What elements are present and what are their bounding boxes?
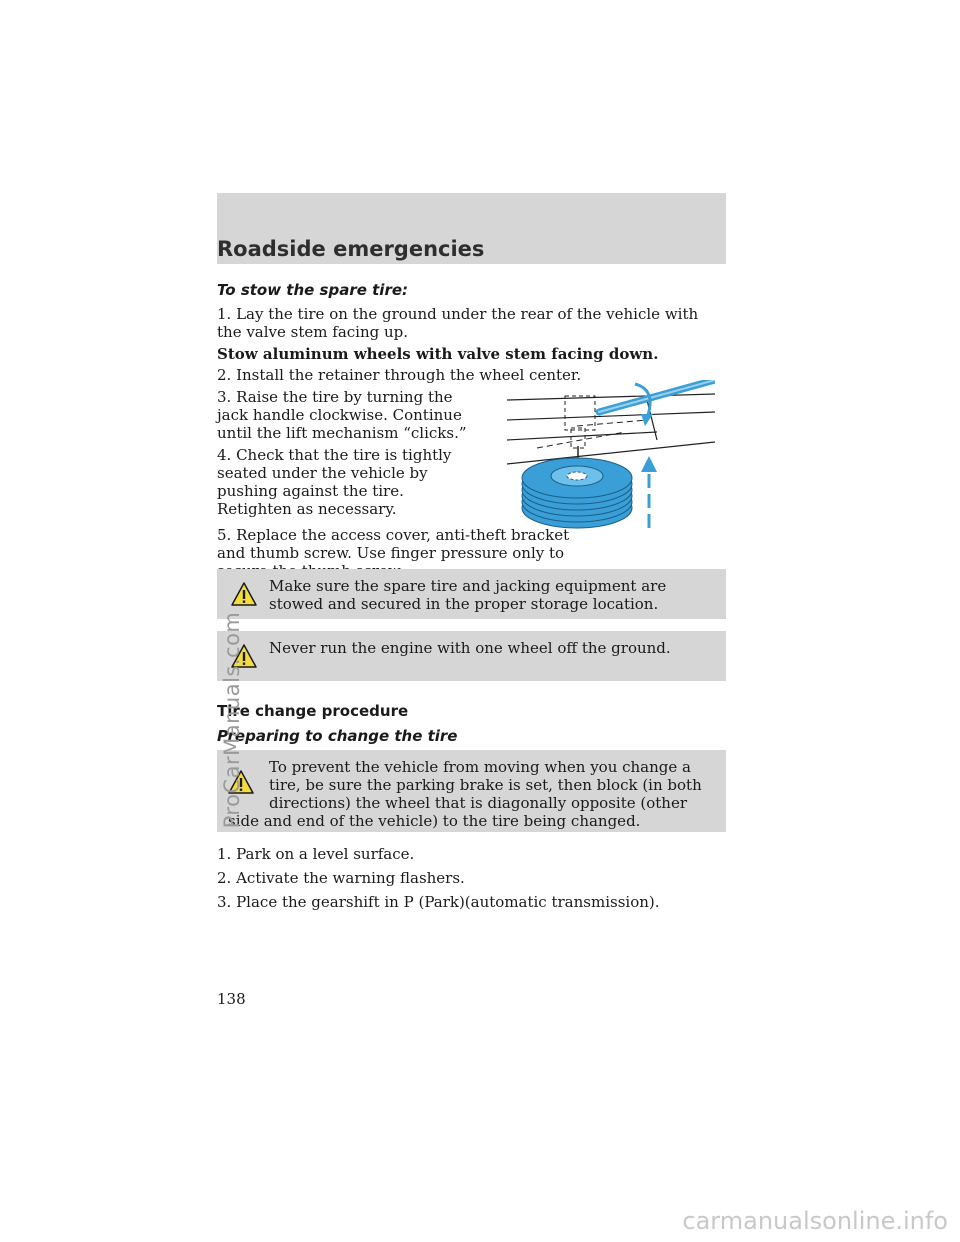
stow-step-2: 2. Install the retainer through the wheel center. bbox=[217, 366, 582, 384]
stow-step-1: 1. Lay the tire on the ground under the rear of the vehicle with the valve stem facing up. bbox=[217, 305, 699, 341]
section-title: Roadside emergencies bbox=[217, 237, 485, 261]
aluminum-wheel-note: Stow aluminum wheels with valve stem facing down. bbox=[217, 345, 659, 363]
watermark-text: ProCarManuals.com bbox=[220, 611, 244, 829]
procedure-subheading: Preparing to change the tire bbox=[217, 727, 458, 745]
warning-triangle-icon bbox=[231, 582, 257, 606]
warning-box-storage bbox=[217, 569, 726, 619]
page-number: 138 bbox=[217, 990, 246, 1008]
procedure-step-1: 1. Park on a level surface. bbox=[217, 845, 415, 863]
procedure-step-2: 2. Activate the warning flashers. bbox=[217, 869, 465, 887]
warning-text-parking-brake: To prevent the vehicle from moving when you change a tire, be sure the parking brake is set, then block (in both directions) the wheel that is diagonally opposite (other side and end of the vehicle) to the tire being changed. bbox=[228, 758, 702, 830]
procedure-heading: Tire change procedure bbox=[217, 702, 409, 720]
site-watermark: carmanualsonline.info bbox=[682, 1207, 948, 1235]
warning-box-parking-brake bbox=[217, 750, 726, 832]
stow-step-3: 3. Raise the tire by turning the jack handle clockwise. Continue until the lift mechanism “clicks.” bbox=[217, 388, 467, 442]
procedure-step-3: 3. Place the gearshift in P (Park)(automatic transmission). bbox=[217, 893, 660, 911]
spare-tire-stow-illustration bbox=[507, 380, 715, 530]
stow-step-5: 5. Replace the access cover, anti-theft bracket and thumb screw. Use finger pressure only to bbox=[217, 526, 570, 562]
warning-box-engine bbox=[217, 631, 726, 681]
warning-text-engine: Never run the engine with one wheel off the ground. bbox=[269, 639, 671, 657]
warning-text-storage: Make sure the spare tire and jacking equipment are stowed and secured in the proper storage location. bbox=[269, 577, 667, 613]
stow-step-4: 4. Check that the tire is tightly seated under the vehicle by pushing against the tire. Retighten as necessary. bbox=[217, 446, 452, 518]
stow-heading: To stow the spare tire: bbox=[217, 281, 409, 299]
